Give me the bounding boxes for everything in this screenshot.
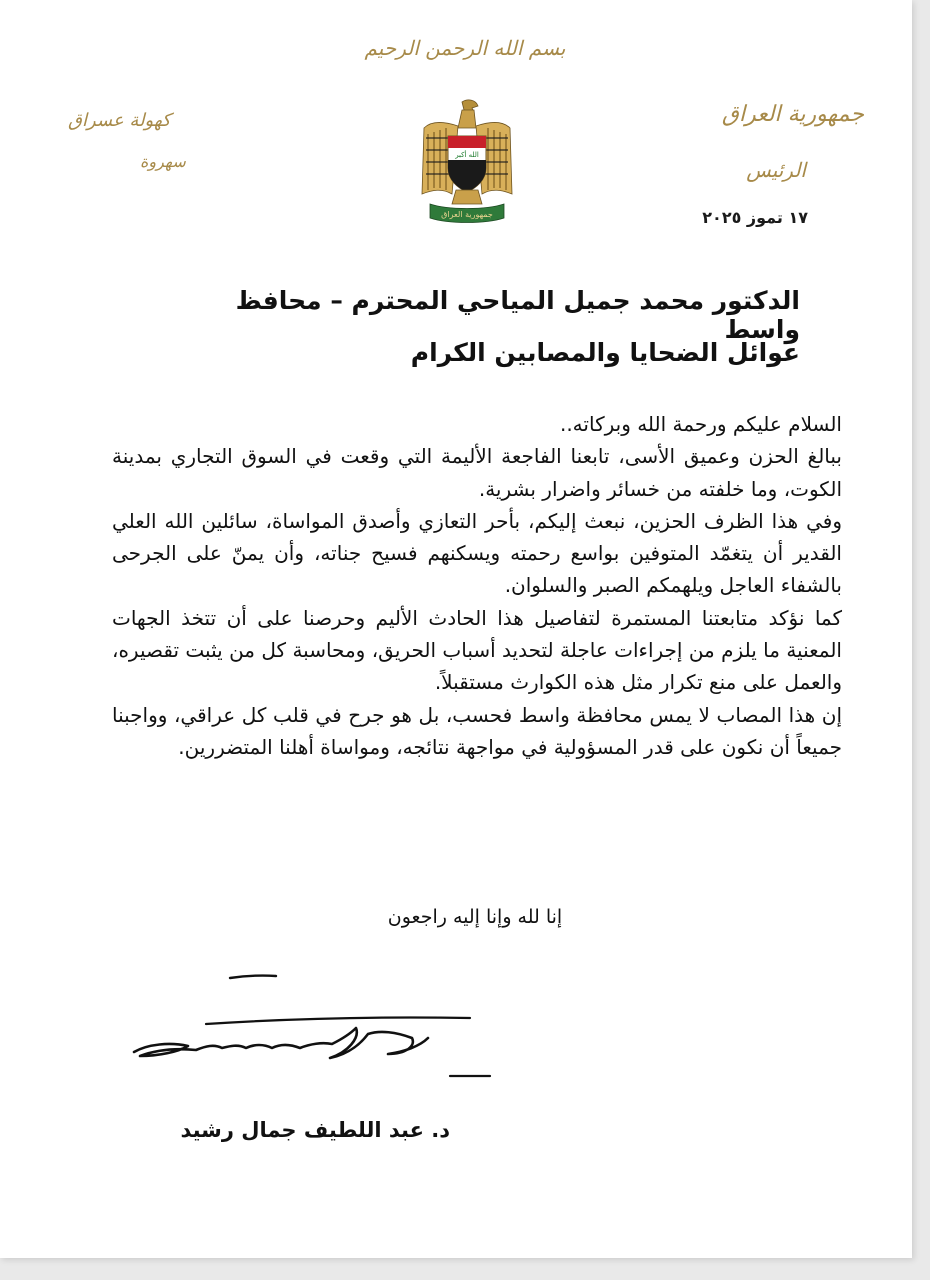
letter-date: ١٧ تموز ٢٠٢٥ (702, 208, 808, 227)
basmala-header: بسم الله الرحمن الرحيم (364, 36, 566, 60)
letterhead-republic-title: جمهورية العراق (721, 102, 864, 127)
addressee-line-families: عوائل الضحايا والمصابين الكرام (410, 338, 800, 367)
handwritten-signature-icon (118, 966, 518, 1086)
iraq-coat-of-arms-icon (418, 98, 516, 226)
svg-text:الله أكبر: الله أكبر (455, 151, 479, 159)
body-paragraph-2: وفي هذا الظرف الحزين، نبعث إليكم، بأحر التعازي وأصدق المواساة، سائلين الله العلي القدير أن يتغمّد المتوفين بواسع رحمته ويسكنهم فسيح جناته، وأن يمنّ على الجرحى بالشفاء العاجل ويلهمكم الصبر والسلوان. (112, 508, 842, 598)
letterhead-left-subtitle: سهروة (140, 152, 186, 171)
signer-name: د. عبد اللطيف جمال رشيد (180, 1118, 450, 1142)
letter-body (112, 408, 842, 763)
emblem-ribbon-text: جمهورية العراق (441, 210, 493, 219)
greeting-line: السلام عليكم ورحمة الله وبركاته.. (559, 412, 842, 436)
body-paragraph-1: ببالغ الحزن وعميق الأسى، تابعنا الفاجعة الأليمة التي وقعت في السوق التجاري بمدينة الكوت، وما خلفته من خسائر واضرار بشرية. (112, 444, 842, 501)
body-paragraph-3: كما نؤكد متابعتنا المستمرة لتفاصيل هذا الحادث الأليم وحرصنا على أن تتخذ الجهات المعنية ما يلزم من إجراءات عاجلة لتحديد أسباب الحريق، ومحاسبة كل من يثبت تقصيره، والعمل على منع تكرار مثل هذه الكوارث مستقبلاً. (112, 605, 842, 695)
body-paragraph-4: إن هذا المصاب لا يمس محافظة واسط فحسب، بل هو جرح في قلب كل عراقي، وواجبنا جميعاً أن نكون على قدر المسؤولية في مواجهة نتائجه، ومواساة أهلنا المتضررين. (112, 702, 842, 759)
letterhead-president-title: الرئيس (746, 158, 806, 182)
letterhead-left-title: كهولة عسراق (68, 110, 171, 131)
closing-phrase: إنا لله وإنا إليه راجعون (387, 906, 563, 928)
addressee-line-governor: الدكتور محمد جميل المياحي المحترم – محافظ واسط (235, 286, 800, 344)
